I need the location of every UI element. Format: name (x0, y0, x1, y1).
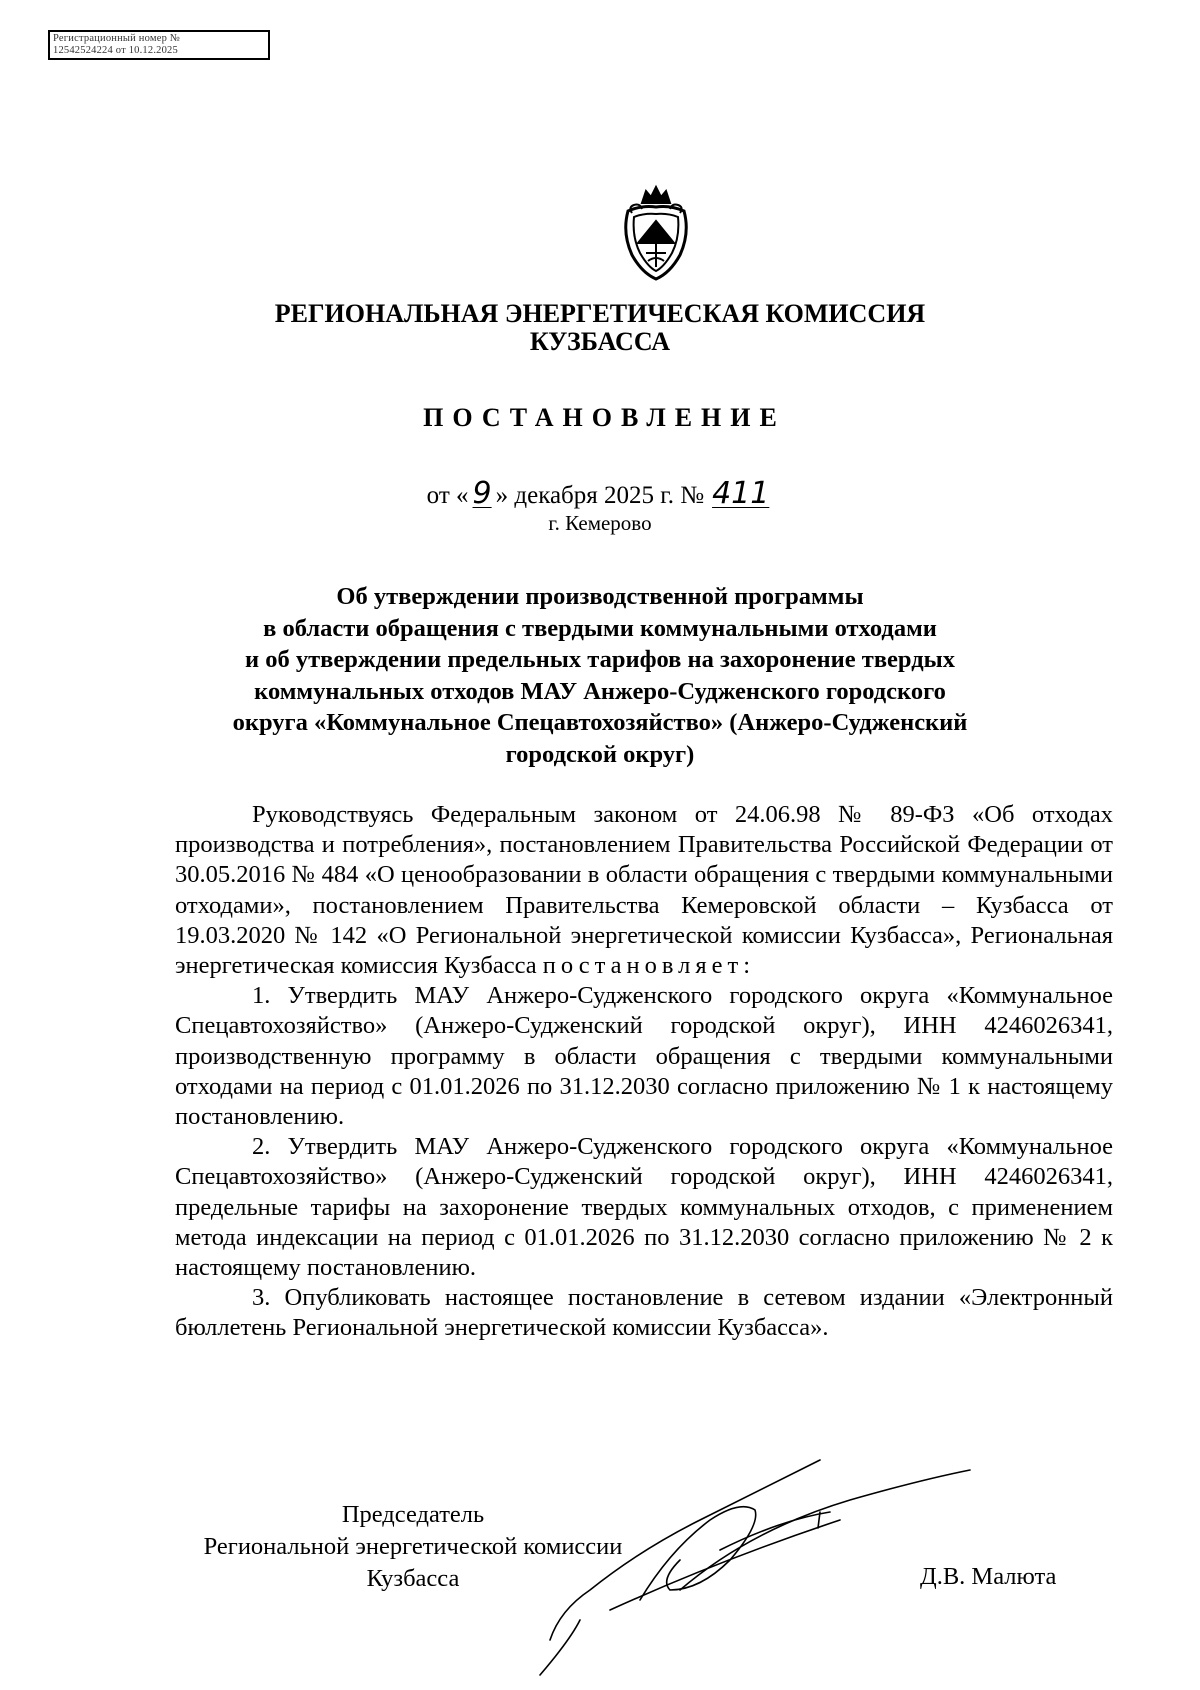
signatory-name: Д.В. Малюта (920, 1563, 1057, 1590)
signatory-position-line-1: Председатель (341, 1501, 485, 1528)
preamble-verb: постановляет: (542, 952, 755, 980)
signatory-position-line-2: Региональной энергетической комиссии (203, 1533, 623, 1560)
document-number-handwritten: 411 (712, 476, 770, 511)
subject-line: городской округ) (505, 740, 695, 768)
document-date-line (0, 476, 1200, 511)
document-subject (0, 581, 1200, 770)
date-prefix: от « (426, 482, 469, 509)
organization-title-line-1: РЕГИОНАЛЬНАЯ ЭНЕРГЕТИЧЕСКАЯ КОМИССИЯ (274, 299, 926, 328)
subject-line: коммунальных отходов МАУ Анжеро-Судженского городского (254, 677, 946, 705)
preamble-text: Руководствуясь Федеральным законом от 24.06.98 № 89-ФЗ «Об отходах производства и потребления», постановлением Правительства Российской Федерации от 30.05.2016 № 484 «О ценообразовании в области обращения с твердыми коммунальными отходами», постановлением Правительства Кемеровской области – Кузбасса от 19.03.2020 № 142 «О Региональной энергетической комиссии Кузбасса», Региональная энергетическая комиссия Кузбасса (175, 801, 1113, 980)
organization-title (0, 300, 1200, 356)
subject-line: и об утверждении предельных тарифов на захоронение твердых (244, 646, 955, 673)
handwritten-signature-icon (520, 1440, 1040, 1680)
document-city: г. Кемерово (548, 511, 652, 535)
kuzbass-coat-of-arms-icon (618, 183, 694, 283)
document-body (175, 800, 1113, 1344)
resolution-item-1: 1. Утвердить МАУ Анжеро-Судженского городского округа «Коммунальное Спецавтохозяйство» (Анжеро-Судженский городской округ), ИНН 4246026341, производственную программу в области обращения с твердыми коммунальными отходами на период с 01.01.2026 по 31.12.2030 согласно приложению № 1 к настоящему постановлению. (175, 982, 1113, 1131)
subject-line: Об утверждении производственной программы (336, 583, 864, 610)
document-type: ПОСТАНОВЛЕНИЕ (423, 403, 786, 432)
registration-number-label: Регистрационный номер № (53, 33, 181, 44)
subject-line: в области обращения с твердыми коммунальными отходами (263, 614, 937, 642)
signatory-position-line-3: Кузбасса (366, 1565, 460, 1592)
registration-number-value: 12542524224 от 10.12.2025 (53, 45, 178, 56)
preamble-paragraph (175, 800, 1113, 981)
date-day-handwritten: 9 (472, 476, 492, 511)
date-month-year: » декабря 2025 г. № (495, 482, 705, 509)
registration-stamp (48, 30, 270, 60)
organization-title-line-2: КУЗБАССА (529, 327, 671, 356)
resolution-item-2: 2. Утвердить МАУ Анжеро-Судженского городского округа «Коммунальное Спецавтохозяйство» (Анжеро-Судженский городской округ), ИНН 4246026341, предельные тарифы на захоронение твердых коммунальных отходов, с применением метода индексации на период с 01.01.2026 по 31.12.2030 согласно приложению № 2 к настоящему постановлению. (175, 1133, 1113, 1282)
resolution-item-3: 3. Опубликовать настоящее постановление в сетевом издании «Электронный бюллетень Региональной энергетической комиссии Кузбасса». (175, 1284, 1113, 1342)
subject-line: округа «Коммунальное Спецавтохозяйство» (Анжеро-Судженский (232, 709, 968, 736)
